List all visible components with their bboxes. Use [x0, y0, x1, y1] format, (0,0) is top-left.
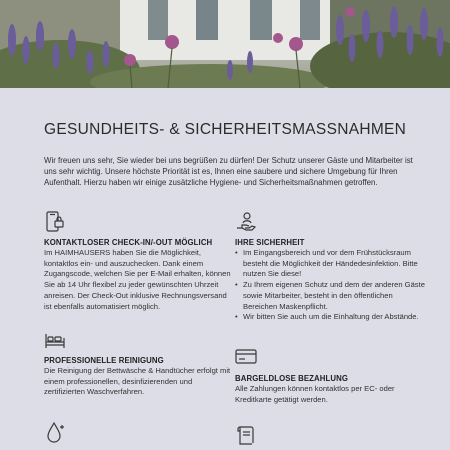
document-scroll-icon: [235, 424, 257, 448]
feature-text: Im HAIMHAUSERS haben Sie die Möglichkeit, kontaktlos ein- und auszuchecken. Dank einem Zugangscode, welchen Sie per E-Mail erhalten, können Sie ab 14 Uhr flexibel zu jeder gewünschten Uhrzeit anreisen. Der Check-Out inklusive Rechnungsversand ist ebenfalls automatisiert möglich.: [44, 248, 231, 311]
intro-text: Wir freuen uns sehr, Sie wieder bei uns begrüßen zu dürfen! Der Schutz unserer Gäste und Mitarbeiter ist uns sehr wichtig. Unsere höchste Priorität ist es, Ihnen eine saubere und sichere Umgebung für Ihren Aufenthalt. Hierzu haben wir einige zusätzliche Hygiene- und Sicherheitsmaßnahmen getroffen.: [44, 156, 413, 187]
feature-title: IHRE SICHERHEIT: [235, 238, 305, 247]
list-item: • Wir bitten Sie auch um die Einhaltung der Abstände.: [243, 312, 425, 323]
feature-title: PROFESSIONELLE REINIGUNG: [44, 356, 164, 365]
feature-professional-cleaning: [44, 328, 234, 398]
lavender-garden-image: [0, 0, 450, 88]
mobile-key-icon: [44, 210, 66, 234]
feature-title: BARGELDLOSE BEZAHLUNG: [235, 374, 348, 383]
page-title: GESUNDHEITS- & SICHERHEITSMASSNAHMEN: [44, 121, 407, 138]
feature-text: Die Reinigung der Bettwäsche & Handtücher erfolgt mit einem professionellen, desinfizierenden und zertifizierten Waschverfahren.: [44, 366, 231, 397]
feature-title: KONTAKTLOSER CHECK-IN/-OUT MÖGLICH: [44, 238, 213, 247]
list-item: • Zu Ihrem eigenen Schutz und dem der anderen Gäste sowie Mitarbeiter, besteht in den öffentlichen Bereichen Maskenpflicht.: [243, 280, 425, 312]
hand-care-icon: [235, 210, 257, 234]
content-panel: [0, 88, 450, 450]
feature-cashless-payment: [235, 344, 425, 405]
feature-contactless-checkin: [44, 210, 234, 312]
feature-document: [235, 424, 425, 450]
feature-water: [44, 420, 234, 448]
feature-your-safety: [235, 210, 425, 323]
credit-card-icon: [235, 344, 257, 368]
list-item: • Im Eingangsbereich und vor dem Frühstücksraum besteht die Möglichkeit der Händedesinfektion. Bitte nutzen Sie diese!: [243, 248, 425, 280]
bed-icon: [44, 328, 66, 352]
hero-photo: [0, 0, 450, 88]
safety-bullet-list: [235, 248, 425, 323]
water-drop-icon: [44, 420, 66, 444]
feature-text: Alle Zahlungen können kontaktlos per EC- oder Kreditkarte getätigt werden.: [235, 384, 395, 404]
